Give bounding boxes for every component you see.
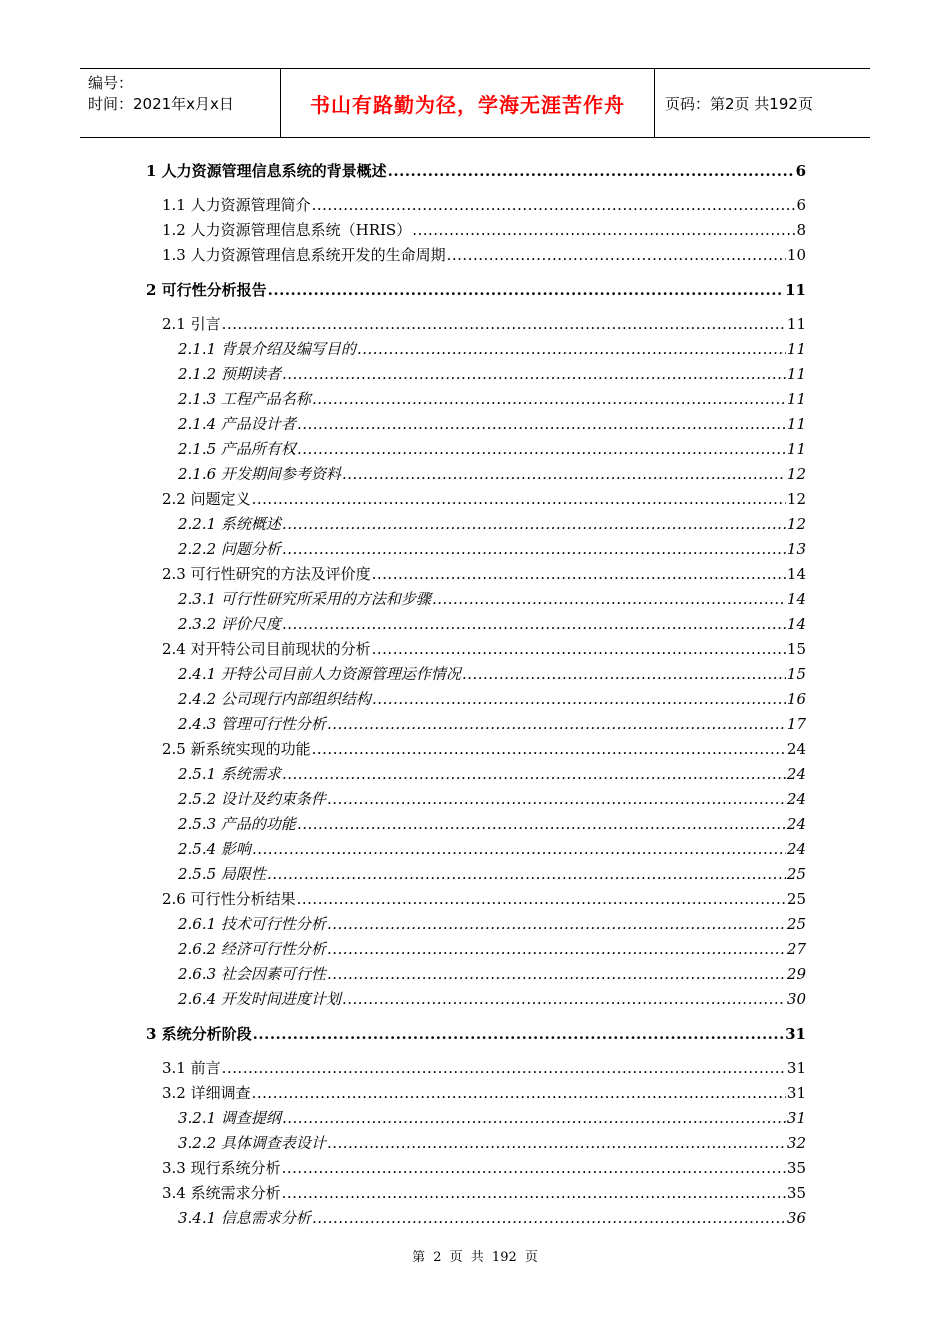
toc-entry-page: 24: [786, 840, 806, 858]
toc-entry[interactable]: [178, 713, 806, 735]
toc-entry-page: 25: [786, 915, 806, 933]
toc-entry-title: 2.5 新系统实现的功能: [162, 740, 311, 758]
toc-entry-title: 2.4 对开特公司目前现状的分析: [162, 640, 371, 658]
toc-entry-title: 1.2 人力资源管理信息系统（HRIS）: [162, 221, 412, 239]
toc-entry-title: 2 可行性分析报告: [146, 281, 267, 299]
document-number-label: 编号：: [88, 74, 134, 92]
toc-entry-title: 3.4.1 信息需求分析: [178, 1209, 311, 1227]
toc-leader-dots: [312, 1207, 786, 1229]
toc-entry-page: 35: [786, 1159, 806, 1177]
toc-entry-page: 14: [786, 615, 806, 633]
toc-entry[interactable]: [178, 538, 806, 560]
toc-entry-title: 2.3 可行性研究的方法及评价度: [162, 565, 371, 583]
toc-entry[interactable]: [162, 1182, 806, 1204]
toc-entry-title: 2.1.4 产品设计者: [178, 415, 296, 433]
toc-leader-dots: [252, 488, 786, 510]
toc-leader-dots: [312, 388, 786, 410]
toc-entry-page: 15: [786, 640, 806, 658]
header-meta: [80, 69, 281, 137]
toc-entry-title: 3 系统分析阶段: [146, 1025, 252, 1043]
toc-entry-page: 16: [786, 690, 806, 708]
toc-entry-title: 1.3 人力资源管理信息系统开发的生命周期: [162, 246, 446, 264]
toc-entry[interactable]: [162, 1082, 806, 1104]
toc-entry-page: 31: [785, 1025, 806, 1043]
toc-entry[interactable]: [162, 313, 806, 335]
toc-entry-title: 2.4.3 管理可行性分析: [178, 715, 326, 733]
toc-entry[interactable]: [178, 813, 806, 835]
toc-entry-page: 6: [795, 162, 806, 180]
toc-entry-title: 2.1.3 工程产品名称: [178, 390, 311, 408]
toc-entry-title: 2.5.3 产品的功能: [178, 815, 296, 833]
toc-entry-page: 14: [786, 565, 806, 583]
toc-leader-dots: [282, 763, 786, 785]
toc-entry-page: 11: [786, 390, 806, 408]
toc-entry-title: 2.2.2 问题分析: [178, 540, 281, 558]
toc-entry-title: 2.1.1 背景介绍及编写目的: [178, 340, 356, 358]
document-date: 时间：2021年x月x日: [88, 95, 234, 113]
toc-leader-dots: [312, 194, 796, 216]
toc-leader-dots: [297, 888, 786, 910]
toc-entry-page: 14: [786, 590, 806, 608]
toc-entry-title: 2.1.5 产品所有权: [178, 440, 296, 458]
toc-entry[interactable]: [162, 219, 806, 241]
toc-entry[interactable]: [162, 488, 806, 510]
toc-leader-dots: [432, 588, 786, 610]
toc-entry-page: 10: [786, 246, 806, 264]
toc-entry[interactable]: [178, 663, 806, 685]
toc-leader-dots: [252, 838, 786, 860]
toc-entry[interactable]: [178, 463, 806, 485]
toc-leader-dots: [297, 813, 786, 835]
toc-entry[interactable]: [162, 563, 806, 585]
toc-entry-page: 11: [786, 340, 806, 358]
toc-entry-title: 2.1 引言: [162, 315, 221, 333]
toc-entry-title: 2.6.4 开发时间进度计划: [178, 990, 341, 1008]
toc-leader-dots: [282, 1182, 786, 1204]
toc-entry-title: 2.3.1 可行性研究所采用的方法和步骤: [178, 590, 431, 608]
toc-entry[interactable]: [162, 888, 806, 910]
toc-entry-page: 24: [786, 815, 806, 833]
toc-entry-title: 2.3.2 评价尺度: [178, 615, 281, 633]
toc-entry[interactable]: [162, 194, 806, 216]
toc-entry-page: 31: [786, 1109, 806, 1127]
toc-entry-page: 6: [796, 196, 806, 214]
toc-leader-dots: [222, 1057, 786, 1079]
toc-leader-dots: [312, 738, 786, 760]
toc-leader-dots: [388, 160, 795, 182]
toc-leader-dots: [268, 279, 784, 301]
toc-entry[interactable]: [146, 279, 806, 301]
toc-entry[interactable]: [178, 763, 806, 785]
toc-entry[interactable]: [178, 688, 806, 710]
toc-entry-title: 2.5.2 设计及约束条件: [178, 790, 326, 808]
toc-entry[interactable]: [178, 438, 806, 460]
toc-entry[interactable]: [146, 160, 806, 182]
toc-entry[interactable]: [178, 963, 806, 985]
toc-leader-dots: [267, 863, 786, 885]
toc-entry-title: 2.6.2 经济可行性分析: [178, 940, 326, 958]
toc-entry-page: 15: [786, 665, 806, 683]
toc-entry-page: 24: [786, 740, 806, 758]
toc-leader-dots: [222, 313, 786, 335]
toc-leader-dots: [462, 663, 786, 685]
toc-entry-page: 24: [786, 790, 806, 808]
toc-entry-title: 2.4.1 开特公司目前人力资源管理运作情况: [178, 665, 461, 683]
toc-leader-dots: [253, 1023, 784, 1045]
toc-entry-title: 2.1.2 预期读者: [178, 365, 281, 383]
toc-entry[interactable]: [178, 613, 806, 635]
toc-leader-dots: [357, 338, 786, 360]
toc-entry-title: 3.4 系统需求分析: [162, 1184, 281, 1202]
toc-leader-dots: [372, 563, 786, 585]
toc-entry-title: 2.6.3 社会因素可行性: [178, 965, 326, 983]
toc-leader-dots: [252, 1082, 786, 1104]
toc-entry-title: 3.2.2 具体调查表设计: [178, 1134, 326, 1152]
toc-entry[interactable]: [162, 638, 806, 660]
toc-leader-dots: [372, 688, 786, 710]
toc-entry-title: 3.2.1 调查提纲: [178, 1109, 281, 1127]
toc-leader-dots: [327, 788, 786, 810]
toc-leader-dots: [412, 219, 795, 241]
page-header: [80, 68, 870, 138]
toc-entry-page: 24: [786, 765, 806, 783]
toc-entry[interactable]: [178, 388, 806, 410]
toc-leader-dots: [282, 1157, 786, 1179]
header-page-info: 页码：第2页 共192页: [665, 94, 813, 113]
toc-entry[interactable]: [162, 244, 806, 266]
toc-leader-dots: [327, 938, 786, 960]
toc-entry[interactable]: [178, 1207, 806, 1229]
toc-leader-dots: [282, 363, 786, 385]
toc-entry-title: 2.5.4 影响: [178, 840, 251, 858]
toc-entry[interactable]: [178, 363, 806, 385]
toc-entry[interactable]: [178, 838, 806, 860]
toc-entry[interactable]: [178, 938, 806, 960]
toc-entry-title: 2.5.1 系统需求: [178, 765, 281, 783]
toc-entry-page: 27: [786, 940, 806, 958]
header-motto: 书山有路勤为径，学海无涯苦作舟: [281, 69, 655, 137]
toc-entry-page: 11: [786, 365, 806, 383]
toc-entry-page: 12: [786, 465, 806, 483]
toc-leader-dots: [372, 638, 786, 660]
toc-entry[interactable]: [162, 1157, 806, 1179]
toc-leader-dots: [342, 463, 786, 485]
toc-entry-page: 25: [786, 890, 806, 908]
toc-leader-dots: [282, 1107, 786, 1129]
toc-entry-title: 2.2.1 系统概述: [178, 515, 281, 533]
toc-leader-dots: [447, 244, 786, 266]
toc-entry[interactable]: [178, 413, 806, 435]
toc-entry-page: 13: [786, 540, 806, 558]
toc-entry-page: 30: [786, 990, 806, 1008]
toc-leader-dots: [327, 913, 786, 935]
toc-entry-title: 1 人力资源管理信息系统的背景概述: [146, 162, 387, 180]
toc-entry-page: 11: [786, 440, 806, 458]
toc-leader-dots: [327, 713, 786, 735]
toc-entry-page: 36: [786, 1209, 806, 1227]
toc-entry[interactable]: [178, 788, 806, 810]
toc-entry[interactable]: [178, 588, 806, 610]
toc-entry-page: 11: [786, 415, 806, 433]
toc-entry-page: 25: [786, 865, 806, 883]
toc-entry-title: 2.6 可行性分析结果: [162, 890, 296, 908]
toc-entry[interactable]: [178, 913, 806, 935]
toc-entry-page: 12: [786, 490, 806, 508]
toc-leader-dots: [327, 1132, 786, 1154]
toc-entry-page: 11: [786, 315, 806, 333]
page-footer: 第 2 页 共 192 页: [412, 1250, 538, 1265]
toc-leader-dots: [282, 613, 786, 635]
toc-entry[interactable]: [178, 988, 806, 1010]
toc-leader-dots: [327, 963, 786, 985]
toc-entry-title: 2.1.6 开发期间参考资料: [178, 465, 341, 483]
toc-entry[interactable]: [162, 738, 806, 760]
toc-leader-dots: [297, 438, 786, 460]
toc-entry[interactable]: [178, 513, 806, 535]
toc-leader-dots: [342, 988, 786, 1010]
toc-entry[interactable]: [178, 1107, 806, 1129]
toc-entry-page: 32: [786, 1134, 806, 1152]
toc-entry[interactable]: [178, 1132, 806, 1154]
toc-entry[interactable]: [178, 338, 806, 360]
toc-entry-title: 3.2 详细调查: [162, 1084, 251, 1102]
toc-entry-title: 1.1 人力资源管理简介: [162, 196, 311, 214]
toc-entry-page: 35: [786, 1184, 806, 1202]
toc-entry-title: 3.3 现行系统分析: [162, 1159, 281, 1177]
toc-entry-page: 17: [786, 715, 806, 733]
toc-entry-title: 2.4.2 公司现行内部组织结构: [178, 690, 371, 708]
toc-entry[interactable]: [178, 863, 806, 885]
toc-entry-title: 2.6.1 技术可行性分析: [178, 915, 326, 933]
toc-entry-page: 12: [786, 515, 806, 533]
toc-leader-dots: [282, 513, 786, 535]
toc-entry-title: 3.1 前言: [162, 1059, 221, 1077]
toc-entry-title: 2.5.5 局限性: [178, 865, 266, 883]
toc-entry[interactable]: [146, 1023, 806, 1045]
toc-entry-page: 11: [785, 281, 806, 299]
toc-entry-page: 8: [796, 221, 806, 239]
toc-entry-page: 31: [786, 1059, 806, 1077]
toc-leader-dots: [297, 413, 786, 435]
toc-entry-page: 29: [786, 965, 806, 983]
toc-leader-dots: [282, 538, 786, 560]
toc-entry-page: 31: [786, 1084, 806, 1102]
toc-entry-title: 2.2 问题定义: [162, 490, 251, 508]
toc-entry[interactable]: [162, 1057, 806, 1079]
